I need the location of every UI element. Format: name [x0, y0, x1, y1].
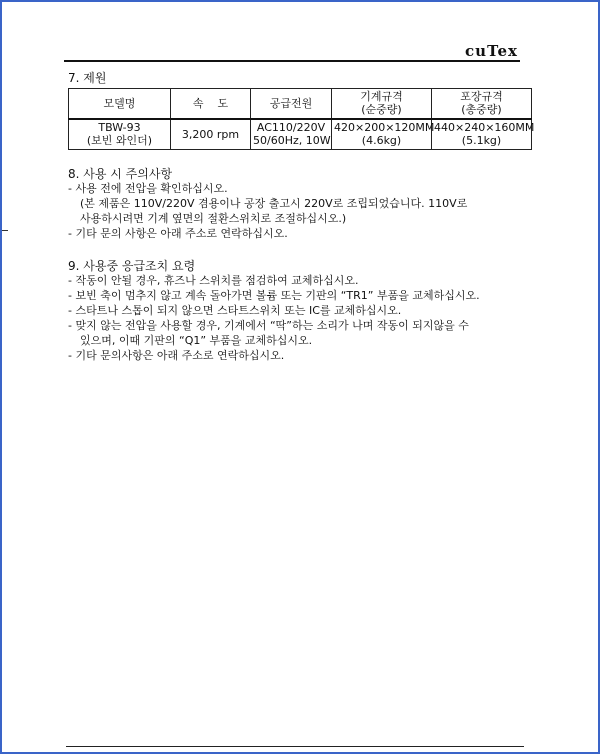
list-item: - 스타트나 스톱이 되지 않으면 스타트스위치 또는 IC를 교체하십시오. [68, 304, 402, 317]
header-model: 모델명 [69, 89, 171, 119]
spec-section-title: 7. 제원 [68, 71, 107, 85]
cautions-section-title: 8. 사용 시 주의사항 [68, 167, 173, 181]
footer-rule [66, 746, 524, 747]
cell-power: AC110/220V 50/60Hz, 10W [251, 119, 332, 150]
cell-package-size: 440×240×160MM (5.1kg) [432, 119, 532, 150]
margin-mark [2, 230, 8, 231]
spec-table [68, 88, 535, 150]
spec-header-row [69, 89, 532, 119]
header-speed: 속 도 [171, 89, 251, 119]
list-item: (본 제품은 110V/220V 겸용이나 공장 출고시 220V로 조립되었습니다. 110V로 [80, 197, 468, 210]
list-item: - 사용 전에 전압을 확인하십시오. [68, 182, 228, 195]
cell-speed: 3,200 rpm [171, 119, 251, 150]
list-item: 사용하시려면 기계 옆면의 절환스위치로 조절하십시오.) [80, 212, 347, 225]
header-package-size: 포장규격 (총중량) [432, 89, 532, 119]
cell-model: TBW-93 (보빈 와인더) [69, 119, 171, 150]
list-item: - 기타 문의 사항은 아래 주소로 연락하십시오. [68, 227, 288, 240]
emergency-list [68, 273, 480, 363]
cell-machine-size: 420×200×120MM (4.6kg) [332, 119, 432, 150]
spec-row [69, 119, 532, 150]
list-item: 있으며, 이때 기판의 “Q1” 부품을 교체하십시오. [80, 334, 313, 347]
list-item: - 맞지 않는 전압을 사용할 경우, 기계에서 “딱”하는 소리가 나며 작동이 되지않을 수 [68, 319, 469, 332]
list-item: - 기타 문의사항은 아래 주소로 연락하십시오. [68, 349, 285, 362]
brand-logo: cuTex [465, 42, 518, 60]
list-item: - 작동이 안될 경우, 휴즈나 스위치를 점검하여 교체하십시오. [68, 274, 359, 287]
header-power: 공급전원 [251, 89, 332, 119]
emergency-section-title: 9. 사용중 응급조치 요령 [68, 259, 196, 273]
header-rule [64, 60, 520, 62]
list-item: - 보빈 축이 멈추지 않고 계속 돌아가면 볼륨 또는 기판의 “TR1” 부품을 교체하십시오. [68, 289, 480, 302]
cautions-list [68, 181, 467, 241]
header-machine-size: 기계규격 (순중량) [332, 89, 432, 119]
